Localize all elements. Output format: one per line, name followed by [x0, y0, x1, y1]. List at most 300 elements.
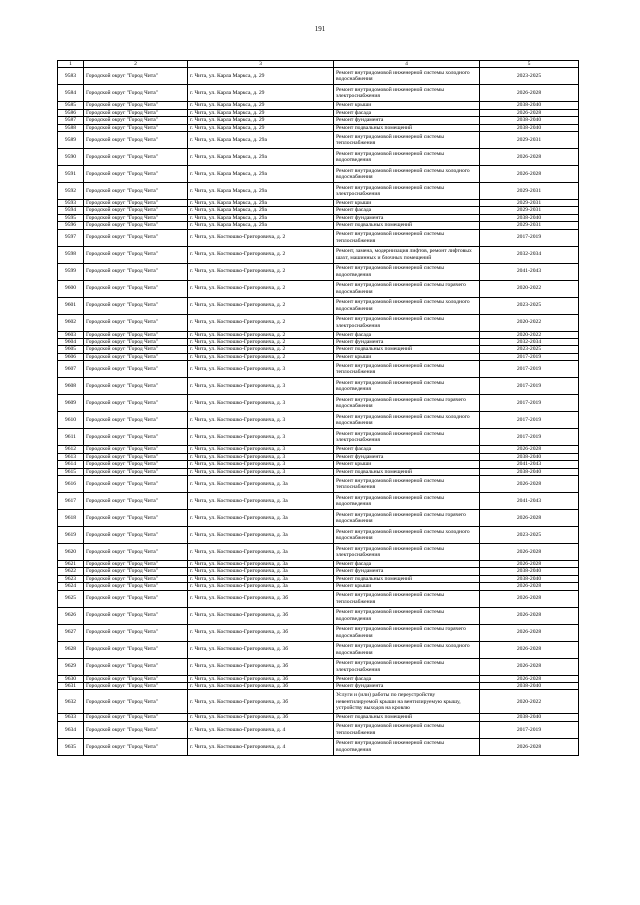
table-row: [58, 378, 579, 395]
term-cell: 2026-2028: [480, 641, 579, 658]
table-row: [58, 682, 579, 689]
table-row: [58, 429, 579, 446]
work-type-cell: Ремонт подвальных помещений: [334, 575, 480, 582]
address-cell: г. Чита, ул. Костюшко-Григоровича, д. 3: [188, 361, 334, 378]
row-id-cell: 9584: [58, 85, 84, 102]
work-type-cell: Ремонт внутридомовой инженерной системы водоотведения: [334, 607, 480, 624]
column-header-1: 1: [58, 61, 84, 68]
row-id-cell: 9605: [58, 346, 84, 353]
table-row: [58, 149, 579, 166]
column-header-2: 2: [84, 61, 188, 68]
address-cell: г. Чита, ул. Костюшко-Григоровича, д. 2: [188, 339, 334, 346]
municipality-cell: Городской округ "Город Чита": [84, 468, 188, 475]
municipality-cell: Городской округ "Город Чита": [84, 132, 188, 149]
municipality-cell: Городской округ "Город Чита": [84, 509, 188, 526]
municipality-cell: Городской округ "Город Чита": [84, 207, 188, 214]
table-row: [58, 361, 579, 378]
address-cell: г. Чита, ул. Карла Маркса, д. 29: [188, 102, 334, 109]
row-id-cell: 9610: [58, 412, 84, 429]
term-cell: 2026-2028: [480, 738, 579, 755]
municipality-cell: Городской округ "Город Чита": [84, 526, 188, 543]
work-type-cell: Ремонт крыши: [334, 461, 480, 468]
row-id-cell: 9600: [58, 280, 84, 297]
row-id-cell: 9597: [58, 229, 84, 246]
address-cell: г. Чита, ул. Костюшко-Григоровича, д. 2: [188, 353, 334, 360]
work-type-cell: Ремонт внутридомовой инженерной системы холодного водоснабжения: [334, 412, 480, 429]
row-id-cell: 9591: [58, 166, 84, 183]
row-id-cell: 9596: [58, 222, 84, 229]
address-cell: г. Чита, ул. Костюшко-Григоровича, д. 3а: [188, 568, 334, 575]
term-cell: 2038-2040: [480, 102, 579, 109]
table-row: [58, 132, 579, 149]
municipality-cell: Городской округ "Город Чита": [84, 607, 188, 624]
address-cell: г. Чита, ул. Костюшко-Григоровича, д. 3: [188, 446, 334, 453]
term-cell: 2026-2028: [480, 149, 579, 166]
table-row: [58, 492, 579, 509]
term-cell: 2020-2022: [480, 314, 579, 331]
table-row: [58, 246, 579, 263]
row-id-cell: 9590: [58, 149, 84, 166]
term-cell: 2017-2019: [480, 412, 579, 429]
row-id-cell: 9626: [58, 607, 84, 624]
address-cell: г. Чита, ул. Карла Маркса, д. 29: [188, 85, 334, 102]
municipality-cell: Городской округ "Город Чита": [84, 395, 188, 412]
municipality-cell: Городской округ "Город Чита": [84, 453, 188, 460]
address-cell: г. Чита, ул. Костюшко-Григоровича, д. 3: [188, 468, 334, 475]
row-id-cell: 9607: [58, 361, 84, 378]
work-type-cell: Ремонт внутридомовой инженерной системы теплоснабжения: [334, 475, 480, 492]
municipality-cell: Городской округ "Город Чита": [84, 412, 188, 429]
address-cell: г. Чита, ул. Костюшко-Григоровича, д. 4: [188, 738, 334, 755]
address-cell: г. Чита, ул. Костюшко-Григоровича, д. 3: [188, 395, 334, 412]
row-id-cell: 9586: [58, 109, 84, 116]
term-cell: 2026-2028: [480, 560, 579, 567]
address-cell: г. Чита, ул. Карла Маркса, д. 29: [188, 109, 334, 116]
term-cell: 2038-2040: [480, 714, 579, 721]
term-cell: 2029-2031: [480, 222, 579, 229]
term-cell: 2026-2028: [480, 658, 579, 675]
row-id-cell: 9627: [58, 624, 84, 641]
address-cell: г. Чита, ул. Костюшко-Григоровича, д. 3б: [188, 714, 334, 721]
table-row: [58, 607, 579, 624]
term-cell: 2020-2022: [480, 280, 579, 297]
address-cell: г. Чита, ул. Карла Маркса, д. 29: [188, 68, 334, 85]
table-row: [58, 124, 579, 131]
table-row: [58, 412, 579, 429]
work-type-cell: Ремонт фасада: [334, 109, 480, 116]
work-type-cell: Ремонт фундамента: [334, 568, 480, 575]
table-row: [58, 353, 579, 360]
municipality-cell: Городской округ "Город Чита": [84, 331, 188, 338]
row-id-cell: 9609: [58, 395, 84, 412]
work-type-cell: Ремонт подвальных помещений: [334, 346, 480, 353]
term-cell: 2017-2019: [480, 395, 579, 412]
address-cell: г. Чита, ул. Костюшко-Григоровича, д. 2: [188, 280, 334, 297]
row-id-cell: 9618: [58, 509, 84, 526]
term-cell: 2038-2040: [480, 117, 579, 124]
table-row: [58, 583, 579, 590]
address-cell: г. Чита, ул. Карла Маркса, д. 29а: [188, 132, 334, 149]
municipality-cell: Городской округ "Город Чита": [84, 475, 188, 492]
term-cell: 2026-2028: [480, 109, 579, 116]
term-cell: 2038-2040: [480, 682, 579, 689]
work-type-cell: Ремонт внутридомовой инженерной системы электроснабжения: [334, 658, 480, 675]
row-id-cell: 9595: [58, 214, 84, 221]
table-row: [58, 102, 579, 109]
row-id-cell: 9635: [58, 738, 84, 755]
term-cell: 2026-2028: [480, 675, 579, 682]
column-header-5: 5: [480, 61, 579, 68]
row-id-cell: 9601: [58, 297, 84, 314]
table-row: [58, 68, 579, 85]
address-cell: г. Чита, ул. Костюшко-Григоровича, д. 3б: [188, 690, 334, 714]
term-cell: 2026-2028: [480, 446, 579, 453]
work-type-cell: Ремонт подвальных помещений: [334, 222, 480, 229]
row-id-cell: 9594: [58, 207, 84, 214]
municipality-cell: Городской округ "Город Чита": [84, 124, 188, 131]
address-cell: г. Чита, ул. Костюшко-Григоровича, д. 3б: [188, 590, 334, 607]
municipality-cell: Городской округ "Город Чита": [84, 353, 188, 360]
term-cell: 2041-2043: [480, 263, 579, 280]
municipality-cell: Городской округ "Город Чита": [84, 738, 188, 755]
table-row: [58, 117, 579, 124]
work-type-cell: Ремонт внутридомовой инженерной системы электроснабжения: [334, 183, 480, 200]
term-cell: 2032-2034: [480, 246, 579, 263]
row-id-cell: 9614: [58, 461, 84, 468]
address-cell: г. Чита, ул. Карла Маркса, д. 29а: [188, 183, 334, 200]
address-cell: г. Чита, ул. Костюшко-Григоровича, д. 2: [188, 246, 334, 263]
work-type-cell: Ремонт внутридомовой инженерной системы холодного водоснабжения: [334, 641, 480, 658]
term-cell: 2026-2028: [480, 607, 579, 624]
term-cell: 2023-2025: [480, 68, 579, 85]
row-id-cell: 9625: [58, 590, 84, 607]
table-row: [58, 207, 579, 214]
work-type-cell: Ремонт внутридомовой инженерной системы водоотведения: [334, 378, 480, 395]
work-type-cell: Ремонт внутридомовой инженерной системы водоотведения: [334, 738, 480, 755]
table-row: [58, 446, 579, 453]
address-cell: г. Чита, ул. Костюшко-Григоровича, д. 2: [188, 229, 334, 246]
term-cell: 2029-2031: [480, 183, 579, 200]
municipality-cell: Городской округ "Город Чита": [84, 361, 188, 378]
address-cell: г. Чита, ул. Костюшко-Григоровича, д. 3б: [188, 624, 334, 641]
term-cell: 2026-2028: [480, 590, 579, 607]
term-cell: 2038-2040: [480, 568, 579, 575]
work-type-cell: Ремонт крыши: [334, 102, 480, 109]
work-type-cell: Ремонт подвальных помещений: [334, 124, 480, 131]
municipality-cell: Городской округ "Город Чита": [84, 378, 188, 395]
table-row: [58, 229, 579, 246]
row-id-cell: 9583: [58, 68, 84, 85]
address-cell: г. Чита, ул. Костюшко-Григоровича, д. 4: [188, 721, 334, 738]
term-cell: 2032-2034: [480, 339, 579, 346]
work-type-cell: Ремонт фасада: [334, 560, 480, 567]
municipality-cell: Городской округ "Город Чита": [84, 446, 188, 453]
municipality-cell: Городской округ "Город Чита": [84, 624, 188, 641]
address-cell: г. Чита, ул. Карла Маркса, д. 29а: [188, 149, 334, 166]
work-type-cell: Ремонт подвальных помещений: [334, 714, 480, 721]
work-type-cell: Ремонт, замена, модернизация лифтов, ремонт лифтовых шахт, машинных и блочных помещений: [334, 246, 480, 263]
table-row: [58, 109, 579, 116]
municipality-cell: Городской округ "Город Чита": [84, 690, 188, 714]
row-id-cell: 9615: [58, 468, 84, 475]
term-cell: 2038-2040: [480, 214, 579, 221]
row-id-cell: 9602: [58, 314, 84, 331]
row-id-cell: 9604: [58, 339, 84, 346]
municipality-cell: Городской округ "Город Чита": [84, 641, 188, 658]
table-row: [58, 468, 579, 475]
work-type-cell: Ремонт фундамента: [334, 453, 480, 460]
table-row: [58, 560, 579, 567]
table-row: [58, 675, 579, 682]
work-type-cell: Ремонт внутридомовой инженерной системы горячего водоснабжения: [334, 395, 480, 412]
table-row: [58, 568, 579, 575]
municipality-cell: Городской округ "Город Чита": [84, 297, 188, 314]
row-id-cell: 9608: [58, 378, 84, 395]
row-id-cell: 9633: [58, 714, 84, 721]
table-row: [58, 183, 579, 200]
address-cell: г. Чита, ул. Костюшко-Григоровича, д. 3а: [188, 583, 334, 590]
row-id-cell: 9606: [58, 353, 84, 360]
work-type-cell: Ремонт внутридомовой инженерной системы водоотведения: [334, 149, 480, 166]
term-cell: 2017-2019: [480, 229, 579, 246]
row-id-cell: 9629: [58, 658, 84, 675]
work-type-cell: Ремонт подвальных помещений: [334, 468, 480, 475]
municipality-cell: Городской округ "Город Чита": [84, 543, 188, 560]
table-row: [58, 200, 579, 207]
term-cell: 2017-2019: [480, 353, 579, 360]
row-id-cell: 9621: [58, 560, 84, 567]
municipality-cell: Городской округ "Город Чита": [84, 68, 188, 85]
work-type-cell: Ремонт фундамента: [334, 339, 480, 346]
table-row: [58, 575, 579, 582]
row-id-cell: 9585: [58, 102, 84, 109]
term-cell: 2041-2043: [480, 461, 579, 468]
work-type-cell: Ремонт внутридомовой инженерной системы электроснабжения: [334, 429, 480, 446]
table-row: [58, 263, 579, 280]
address-cell: г. Чита, ул. Костюшко-Григоровича, д. 3а: [188, 560, 334, 567]
work-type-cell: Ремонт крыши: [334, 353, 480, 360]
table-row: [58, 85, 579, 102]
table-row: [58, 297, 579, 314]
row-id-cell: 9587: [58, 117, 84, 124]
municipality-cell: Городской округ "Город Чита": [84, 429, 188, 446]
address-cell: г. Чита, ул. Костюшко-Григоровича, д. 3а: [188, 492, 334, 509]
municipality-cell: Городской округ "Город Чита": [84, 222, 188, 229]
work-type-cell: Ремонт внутридомовой инженерной системы водоотведения: [334, 492, 480, 509]
work-type-cell: Ремонт внутридомовой инженерной системы горячего водоснабжения: [334, 624, 480, 641]
municipality-cell: Городской округ "Город Чита": [84, 109, 188, 116]
address-cell: г. Чита, ул. Костюшко-Григоровича, д. 2: [188, 346, 334, 353]
table-row: [58, 314, 579, 331]
work-type-cell: Ремонт внутридомовой инженерной системы холодного водоснабжения: [334, 166, 480, 183]
table-row: [58, 453, 579, 460]
municipality-cell: Городской округ "Город Чита": [84, 246, 188, 263]
municipality-cell: Городской округ "Город Чита": [84, 117, 188, 124]
address-cell: г. Чита, ул. Карла Маркса, д. 29: [188, 124, 334, 131]
term-cell: 2038-2040: [480, 124, 579, 131]
table-row: [58, 339, 579, 346]
municipality-cell: Городской округ "Город Чита": [84, 560, 188, 567]
municipality-cell: Городской округ "Город Чита": [84, 492, 188, 509]
address-cell: г. Чита, ул. Карла Маркса, д. 29а: [188, 166, 334, 183]
work-type-cell: Ремонт внутридомовой инженерной системы теплоснабжения: [334, 590, 480, 607]
address-cell: г. Чита, ул. Костюшко-Григоровича, д. 3: [188, 429, 334, 446]
term-cell: 2017-2019: [480, 378, 579, 395]
row-id-cell: 9598: [58, 246, 84, 263]
municipality-cell: Городской округ "Город Чита": [84, 658, 188, 675]
term-cell: 2026-2028: [480, 624, 579, 641]
row-id-cell: 9603: [58, 331, 84, 338]
address-cell: г. Чита, ул. Костюшко-Григоровича, д. 3а: [188, 475, 334, 492]
column-number-row: [58, 61, 579, 68]
table-row: [58, 590, 579, 607]
row-id-cell: 9624: [58, 583, 84, 590]
address-cell: г. Чита, ул. Карла Маркса, д. 29а: [188, 207, 334, 214]
row-id-cell: 9611: [58, 429, 84, 446]
municipality-cell: Городской округ "Город Чита": [84, 675, 188, 682]
table-row: [58, 346, 579, 353]
row-id-cell: 9616: [58, 475, 84, 492]
table-row: [58, 331, 579, 338]
work-type-cell: Ремонт внутридомовой инженерной системы электроснабжения: [334, 543, 480, 560]
address-cell: г. Чита, ул. Костюшко-Григоровича, д. 2: [188, 331, 334, 338]
term-cell: 2026-2028: [480, 85, 579, 102]
address-cell: г. Чита, ул. Костюшко-Григоровича, д. 3б: [188, 607, 334, 624]
row-id-cell: 9588: [58, 124, 84, 131]
work-type-cell: Ремонт внутридомовой инженерной системы теплоснабжения: [334, 132, 480, 149]
term-cell: 2020-2022: [480, 331, 579, 338]
repair-schedule-table: [57, 60, 579, 756]
municipality-cell: Городской округ "Город Чита": [84, 102, 188, 109]
address-cell: г. Чита, ул. Костюшко-Григоровича, д. 3: [188, 412, 334, 429]
work-type-cell: Ремонт внутридомовой инженерной системы теплоснабжения: [334, 721, 480, 738]
municipality-cell: Городской округ "Город Чита": [84, 583, 188, 590]
municipality-cell: Городской округ "Город Чита": [84, 568, 188, 575]
address-cell: г. Чита, ул. Костюшко-Григоровича, д. 3а: [188, 526, 334, 543]
term-cell: 2023-2025: [480, 297, 579, 314]
address-cell: г. Чита, ул. Костюшко-Григоровича, д. 3: [188, 461, 334, 468]
term-cell: 2026-2028: [480, 543, 579, 560]
table-row: [58, 624, 579, 641]
work-type-cell: Ремонт фасада: [334, 675, 480, 682]
row-id-cell: 9612: [58, 446, 84, 453]
municipality-cell: Городской округ "Город Чита": [84, 149, 188, 166]
row-id-cell: 9617: [58, 492, 84, 509]
table-row: [58, 222, 579, 229]
address-cell: г. Чита, ул. Карла Маркса, д. 29: [188, 117, 334, 124]
row-id-cell: 9619: [58, 526, 84, 543]
address-cell: г. Чита, ул. Карла Маркса, д. 29а: [188, 200, 334, 207]
address-cell: г. Чита, ул. Карла Маркса, д. 29а: [188, 222, 334, 229]
work-type-cell: Ремонт фундамента: [334, 117, 480, 124]
table-row: [58, 166, 579, 183]
work-type-cell: Ремонт внутридомовой инженерной системы электроснабжения: [334, 85, 480, 102]
term-cell: 2020-2022: [480, 690, 579, 714]
row-id-cell: 9622: [58, 568, 84, 575]
page-number: 191: [314, 25, 326, 33]
row-id-cell: 9599: [58, 263, 84, 280]
municipality-cell: Городской округ "Город Чита": [84, 183, 188, 200]
column-header-3: 3: [188, 61, 334, 68]
table-row: [58, 214, 579, 221]
work-type-cell: Ремонт внутридомовой инженерной системы водоотведения: [334, 263, 480, 280]
row-id-cell: 9592: [58, 183, 84, 200]
term-cell: 2023-2025: [480, 526, 579, 543]
term-cell: 2041-2043: [480, 492, 579, 509]
address-cell: г. Чита, ул. Костюшко-Григоровича, д. 3: [188, 453, 334, 460]
term-cell: 2017-2019: [480, 361, 579, 378]
table-row: [58, 395, 579, 412]
term-cell: 2026-2028: [480, 583, 579, 590]
address-cell: г. Чита, ул. Карла Маркса, д. 29а: [188, 214, 334, 221]
work-type-cell: Ремонт внутридомовой инженерной системы электроснабжения: [334, 314, 480, 331]
work-type-cell: Ремонт крыши: [334, 583, 480, 590]
row-id-cell: 9628: [58, 641, 84, 658]
municipality-cell: Городской округ "Город Чита": [84, 346, 188, 353]
address-cell: г. Чита, ул. Костюшко-Григоровича, д. 3б: [188, 682, 334, 689]
term-cell: 2029-2031: [480, 132, 579, 149]
address-cell: г. Чита, ул. Костюшко-Григоровича, д. 3: [188, 378, 334, 395]
table-row: [58, 738, 579, 755]
row-id-cell: 9613: [58, 453, 84, 460]
address-cell: г. Чита, ул. Костюшко-Григоровича, д. 3б: [188, 641, 334, 658]
municipality-cell: Городской округ "Город Чита": [84, 314, 188, 331]
address-cell: г. Чита, ул. Костюшко-Григоровича, д. 3а: [188, 575, 334, 582]
table-row: [58, 658, 579, 675]
term-cell: 2017-2019: [480, 429, 579, 446]
table-row: [58, 475, 579, 492]
table-row: [58, 509, 579, 526]
work-type-cell: Ремонт фундамента: [334, 214, 480, 221]
municipality-cell: Городской округ "Город Чита": [84, 214, 188, 221]
row-id-cell: 9589: [58, 132, 84, 149]
term-cell: 2029-2031: [480, 200, 579, 207]
work-type-cell: Ремонт фасада: [334, 331, 480, 338]
row-id-cell: 9593: [58, 200, 84, 207]
table-row: [58, 526, 579, 543]
table-row: [58, 461, 579, 468]
term-cell: 2026-2028: [480, 166, 579, 183]
row-id-cell: 9632: [58, 690, 84, 714]
row-id-cell: 9630: [58, 675, 84, 682]
work-type-cell: Ремонт фасада: [334, 207, 480, 214]
term-cell: 2026-2028: [480, 475, 579, 492]
municipality-cell: Городской округ "Город Чита": [84, 461, 188, 468]
work-type-cell: Ремонт внутридомовой инженерной системы теплоснабжения: [334, 229, 480, 246]
municipality-cell: Городской округ "Город Чита": [84, 85, 188, 102]
work-type-cell: Ремонт внутридомовой инженерной системы горячего водоснабжения: [334, 280, 480, 297]
work-type-cell: Ремонт внутридомовой инженерной системы теплоснабжения: [334, 361, 480, 378]
table-row: [58, 280, 579, 297]
table-row: [58, 721, 579, 738]
work-type-cell: Ремонт внутридомовой инженерной системы холодного водоснабжения: [334, 526, 480, 543]
address-cell: г. Чита, ул. Костюшко-Григоровича, д. 3а: [188, 543, 334, 560]
term-cell: 2038-2040: [480, 453, 579, 460]
municipality-cell: Городской округ "Город Чита": [84, 166, 188, 183]
municipality-cell: Городской округ "Город Чита": [84, 280, 188, 297]
table-row: [58, 690, 579, 714]
work-type-cell: Ремонт крыши: [334, 200, 480, 207]
municipality-cell: Городской округ "Город Чита": [84, 714, 188, 721]
term-cell: 2023-2025: [480, 346, 579, 353]
work-type-cell: Ремонт фасада: [334, 446, 480, 453]
row-id-cell: 9620: [58, 543, 84, 560]
term-cell: 2038-2040: [480, 468, 579, 475]
municipality-cell: Городской округ "Город Чита": [84, 575, 188, 582]
address-cell: г. Чита, ул. Костюшко-Григоровича, д. 3б: [188, 675, 334, 682]
term-cell: 2029-2031: [480, 207, 579, 214]
address-cell: г. Чита, ул. Костюшко-Григоровича, д. 2: [188, 297, 334, 314]
